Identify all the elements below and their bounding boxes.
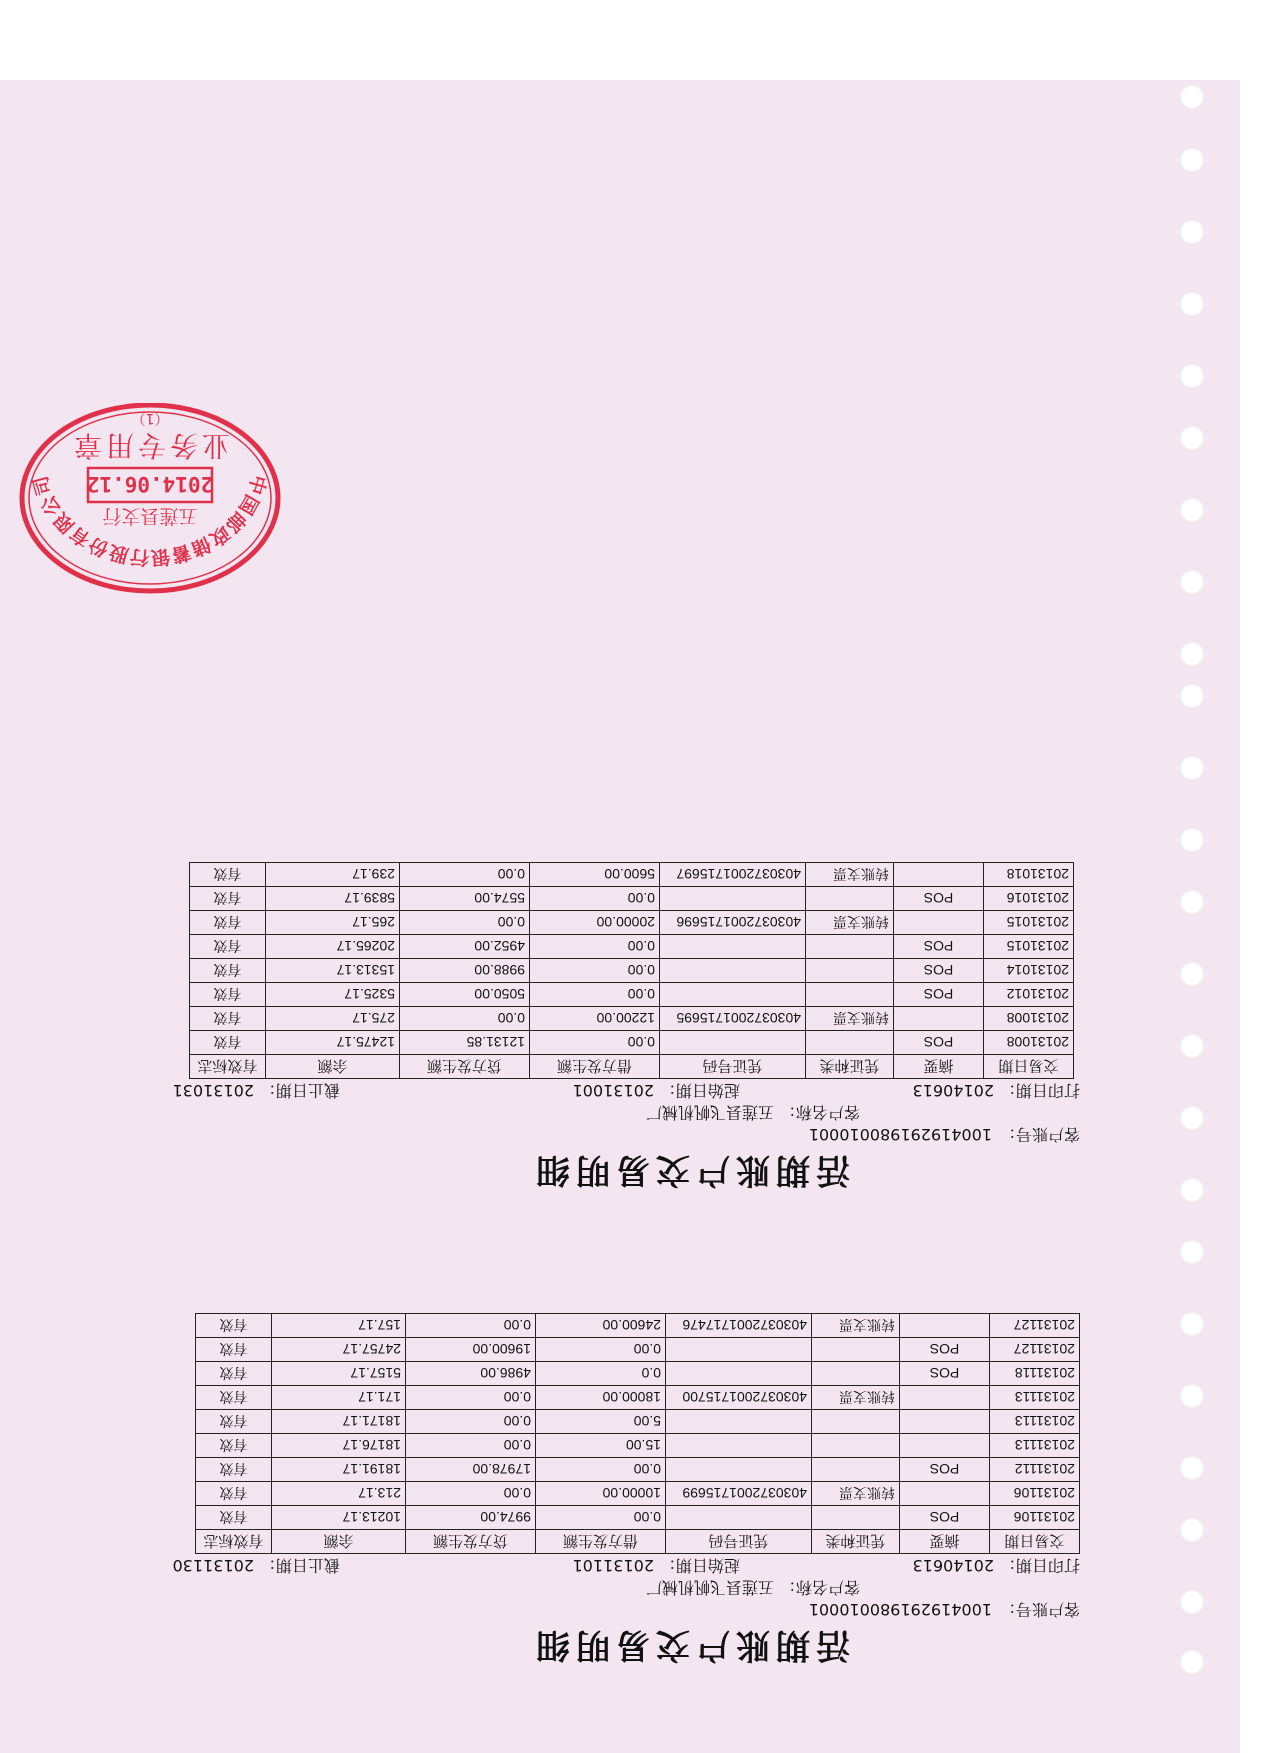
start-date: 20131101 <box>572 1556 654 1575</box>
transaction-table <box>189 862 1074 1079</box>
table-cell: 有效 <box>196 1314 272 1338</box>
table-row <box>190 863 1074 887</box>
table-cell: POS <box>900 1338 990 1362</box>
table-cell: 18000.00 <box>536 1386 666 1410</box>
rotated-printout <box>0 80 1240 1753</box>
table-cell: 4986.00 <box>406 1362 536 1386</box>
table-cell <box>666 1506 812 1530</box>
table-cell: 20131113 <box>990 1410 1080 1434</box>
table-cell: 4030372001717476 <box>666 1314 812 1338</box>
table-cell: 有效 <box>190 911 266 935</box>
table-cell: 0.00 <box>406 1386 536 1410</box>
start-date-label: 起始日期： <box>659 1556 740 1575</box>
dates-line <box>160 1554 1220 1576</box>
table-row <box>190 959 1074 983</box>
table-cell: POS <box>894 959 984 983</box>
table-cell <box>900 1386 990 1410</box>
account-label: 客户账号： <box>999 1125 1080 1144</box>
table-row <box>190 911 1074 935</box>
table-cell: 20131015 <box>984 935 1074 959</box>
statement-title: 活期账户交易明细 <box>530 1625 850 1665</box>
table-cell: 5050.00 <box>400 983 530 1007</box>
table-cell <box>660 959 806 983</box>
table-cell: 0.00 <box>406 1410 536 1434</box>
start-date-label: 起始日期： <box>659 1081 740 1100</box>
table-cell <box>806 935 894 959</box>
table-cell: 有效 <box>196 1482 272 1506</box>
table-cell: 17978.00 <box>406 1458 536 1482</box>
table-row <box>196 1362 1080 1386</box>
table-cell <box>812 1458 900 1482</box>
table-cell <box>812 1410 900 1434</box>
column-header: 借方发生额 <box>536 1530 666 1554</box>
seal-purpose: 业务专用章 <box>69 429 231 462</box>
table-cell: 转账支票 <box>806 1007 894 1031</box>
table-cell: 转账支票 <box>806 911 894 935</box>
column-header: 借方发生额 <box>530 1055 660 1079</box>
customer-name: 五莲县飞帆机械厂 <box>645 1103 774 1122</box>
statement-november <box>160 1313 1220 1673</box>
table-cell: 171.17 <box>272 1386 406 1410</box>
table-cell: 20131012 <box>984 983 1074 1007</box>
table-cell <box>812 1506 900 1530</box>
table-cell: 275.17 <box>266 1007 400 1031</box>
seal-date: 2014.06.12 <box>86 472 214 496</box>
table-cell: 5157.17 <box>272 1362 406 1386</box>
table-cell: 15.00 <box>536 1434 666 1458</box>
table-cell: 20131113 <box>990 1386 1080 1410</box>
table-row <box>196 1386 1080 1410</box>
column-header: 摘要 <box>900 1530 990 1554</box>
table-cell: 有效 <box>190 983 266 1007</box>
table-cell: 有效 <box>190 959 266 983</box>
table-cell: 有效 <box>196 1506 272 1530</box>
table-row <box>190 983 1074 1007</box>
print-date: 20140613 <box>912 1556 994 1575</box>
table-cell: 20131127 <box>990 1338 1080 1362</box>
table-cell <box>806 983 894 1007</box>
table-cell: 有效 <box>196 1386 272 1410</box>
statement-october <box>160 862 1220 1198</box>
table-cell <box>894 911 984 935</box>
table-cell: 4030372001715700 <box>666 1386 812 1410</box>
table-cell: 0.00 <box>400 863 530 887</box>
table-cell: 4030372001715697 <box>660 863 806 887</box>
table-cell: 0.00 <box>536 1338 666 1362</box>
table-cell: 0.00 <box>530 983 660 1007</box>
table-cell <box>812 1434 900 1458</box>
table-cell: 0.00 <box>406 1434 536 1458</box>
table-cell: 20265.17 <box>266 935 400 959</box>
table-row <box>196 1338 1080 1362</box>
table-cell: 有效 <box>190 887 266 911</box>
table-cell: 0.00 <box>536 1458 666 1482</box>
column-header: 有效标志 <box>196 1530 272 1554</box>
name-label: 客户名称： <box>779 1578 860 1597</box>
table-cell: 20131015 <box>984 911 1074 935</box>
table-cell: 4030372001715696 <box>660 911 806 935</box>
table-cell: 有效 <box>196 1434 272 1458</box>
table-cell: 5574.00 <box>400 887 530 911</box>
table-cell: 转账支票 <box>812 1482 900 1506</box>
column-header: 凭证号码 <box>660 1055 806 1079</box>
table-row <box>190 1031 1074 1055</box>
table-row <box>196 1410 1080 1434</box>
table-cell: 12200.00 <box>530 1007 660 1031</box>
table-cell: 20131112 <box>990 1458 1080 1482</box>
table-cell: 有效 <box>190 935 266 959</box>
table-cell: 20131113 <box>990 1434 1080 1458</box>
table-cell: 20131008 <box>984 1007 1074 1031</box>
table-cell: 0.00 <box>530 1031 660 1055</box>
end-date: 20131031 <box>172 1081 254 1100</box>
table-row <box>196 1434 1080 1458</box>
account-number: 100419291980010001 <box>808 1125 992 1144</box>
table-cell <box>666 1338 812 1362</box>
table-cell: 20131016 <box>984 887 1074 911</box>
table-cell: 有效 <box>196 1410 272 1434</box>
column-header: 贷方发生额 <box>406 1530 536 1554</box>
table-cell: 265.17 <box>266 911 400 935</box>
table-row <box>190 887 1074 911</box>
table-cell: 12131.85 <box>400 1031 530 1055</box>
table-cell: 有效 <box>190 863 266 887</box>
table-cell: 转账支票 <box>812 1314 900 1338</box>
customer-name: 五莲县飞帆机械厂 <box>645 1578 774 1597</box>
table-cell: 4030372001715695 <box>660 1007 806 1031</box>
table-row <box>196 1482 1080 1506</box>
table-cell: 20000.00 <box>530 911 660 935</box>
table-cell: 0.00 <box>400 1007 530 1031</box>
table-cell: 20131014 <box>984 959 1074 983</box>
column-header: 有效标志 <box>190 1055 266 1079</box>
table-cell: 有效 <box>190 1007 266 1031</box>
table-cell: 0.0 <box>536 1362 666 1386</box>
start-date: 20131001 <box>572 1081 654 1100</box>
table-cell: 有效 <box>196 1338 272 1362</box>
table-cell: 5839.17 <box>266 887 400 911</box>
table-cell: 18176.17 <box>272 1434 406 1458</box>
table-row <box>190 1007 1074 1031</box>
table-cell: 20131008 <box>984 1031 1074 1055</box>
table-row <box>190 935 1074 959</box>
table-cell: 有效 <box>196 1458 272 1482</box>
table-cell: 24600.00 <box>536 1314 666 1338</box>
table-cell: 10213.17 <box>272 1506 406 1530</box>
end-date: 20131130 <box>172 1556 254 1575</box>
table-cell: 15313.17 <box>266 959 400 983</box>
seal-bank-name: 中国邮政储蓄银行股份有限公司 <box>29 472 270 569</box>
table-cell <box>894 863 984 887</box>
column-header: 凭证号码 <box>666 1530 812 1554</box>
table-cell: 4030372001715699 <box>666 1482 812 1506</box>
account-line <box>160 1123 1220 1145</box>
table-cell: 18191.17 <box>272 1458 406 1482</box>
table-cell: 5600.00 <box>530 863 660 887</box>
seal-branch: 五莲县支行 <box>102 505 198 527</box>
table-cell <box>806 1031 894 1055</box>
column-header: 凭证种类 <box>806 1055 894 1079</box>
table-cell <box>660 887 806 911</box>
column-header: 余额 <box>272 1530 406 1554</box>
table-cell: 转账支票 <box>806 863 894 887</box>
table-cell <box>666 1434 812 1458</box>
table-cell <box>666 1410 812 1434</box>
table-cell: 24757.17 <box>272 1338 406 1362</box>
table-cell: 9974.00 <box>406 1506 536 1530</box>
table-cell <box>660 935 806 959</box>
account-line <box>160 1598 1220 1620</box>
table-cell: POS <box>894 1031 984 1055</box>
column-header: 余额 <box>266 1055 400 1079</box>
table-cell: POS <box>900 1506 990 1530</box>
table-cell: POS <box>900 1458 990 1482</box>
table-cell <box>660 1031 806 1055</box>
table-cell: 4952.00 <box>400 935 530 959</box>
table-cell: 0.00 <box>530 935 660 959</box>
table-cell: 5325.17 <box>266 983 400 1007</box>
bank-seal <box>17 403 282 598</box>
table-cell: 19600.00 <box>406 1338 536 1362</box>
print-date-label: 打印日期： <box>999 1556 1080 1575</box>
table-cell <box>900 1482 990 1506</box>
name-label: 客户名称： <box>779 1103 860 1122</box>
table-cell <box>660 983 806 1007</box>
table-row <box>196 1458 1080 1482</box>
table-cell <box>666 1362 812 1386</box>
table-cell: 0.00 <box>536 1506 666 1530</box>
table-cell: 213.17 <box>272 1482 406 1506</box>
table-row <box>196 1506 1080 1530</box>
table-cell <box>806 887 894 911</box>
transaction-table <box>195 1313 1080 1554</box>
table-cell <box>812 1362 900 1386</box>
table-cell <box>900 1434 990 1458</box>
account-number: 100419291980010001 <box>808 1600 992 1619</box>
table-cell: POS <box>894 983 984 1007</box>
account-label: 客户账号： <box>999 1600 1080 1619</box>
table-cell <box>900 1314 990 1338</box>
table-cell: POS <box>894 935 984 959</box>
column-header: 贷方发生额 <box>400 1055 530 1079</box>
column-header: 交易日期 <box>990 1530 1080 1554</box>
table-cell: 20131106 <box>990 1482 1080 1506</box>
scanned-page <box>0 80 1240 1753</box>
name-line <box>160 1576 1220 1598</box>
table-cell: 12475.17 <box>266 1031 400 1055</box>
print-date: 20140613 <box>912 1081 994 1100</box>
seal-number: （1） <box>131 410 169 426</box>
table-cell: 有效 <box>196 1362 272 1386</box>
table-cell: 157.17 <box>272 1314 406 1338</box>
print-date-label: 打印日期： <box>999 1081 1080 1100</box>
table-cell: 20131118 <box>990 1362 1080 1386</box>
table-cell: 0.00 <box>530 959 660 983</box>
table-cell: 20131106 <box>990 1506 1080 1530</box>
column-header: 交易日期 <box>984 1055 1074 1079</box>
column-header: 摘要 <box>894 1055 984 1079</box>
end-date-label: 截止日期： <box>259 1556 340 1575</box>
table-cell: 转账支票 <box>812 1386 900 1410</box>
dates-line <box>160 1079 1220 1101</box>
column-header: 凭证种类 <box>812 1530 900 1554</box>
table-cell: 0.00 <box>406 1482 536 1506</box>
table-cell: 239.17 <box>266 863 400 887</box>
table-cell: 20131127 <box>990 1314 1080 1338</box>
statement-title: 活期账户交易明细 <box>530 1150 850 1190</box>
table-cell: 0.00 <box>530 887 660 911</box>
table-cell: 5.00 <box>536 1410 666 1434</box>
table-cell: 18171.17 <box>272 1410 406 1434</box>
table-cell <box>666 1458 812 1482</box>
table-cell <box>900 1410 990 1434</box>
table-cell: 20131018 <box>984 863 1074 887</box>
table-cell: POS <box>900 1362 990 1386</box>
table-cell: 9988.00 <box>400 959 530 983</box>
table-cell <box>806 959 894 983</box>
name-line <box>160 1101 1220 1123</box>
end-date-label: 截止日期： <box>259 1081 340 1100</box>
table-cell <box>894 1007 984 1031</box>
table-cell: 有效 <box>190 1031 266 1055</box>
table-cell: 0.00 <box>406 1314 536 1338</box>
table-row <box>196 1314 1080 1338</box>
table-cell <box>812 1338 900 1362</box>
table-cell: 0.00 <box>400 911 530 935</box>
table-cell: 10000.00 <box>536 1482 666 1506</box>
table-cell: POS <box>894 887 984 911</box>
